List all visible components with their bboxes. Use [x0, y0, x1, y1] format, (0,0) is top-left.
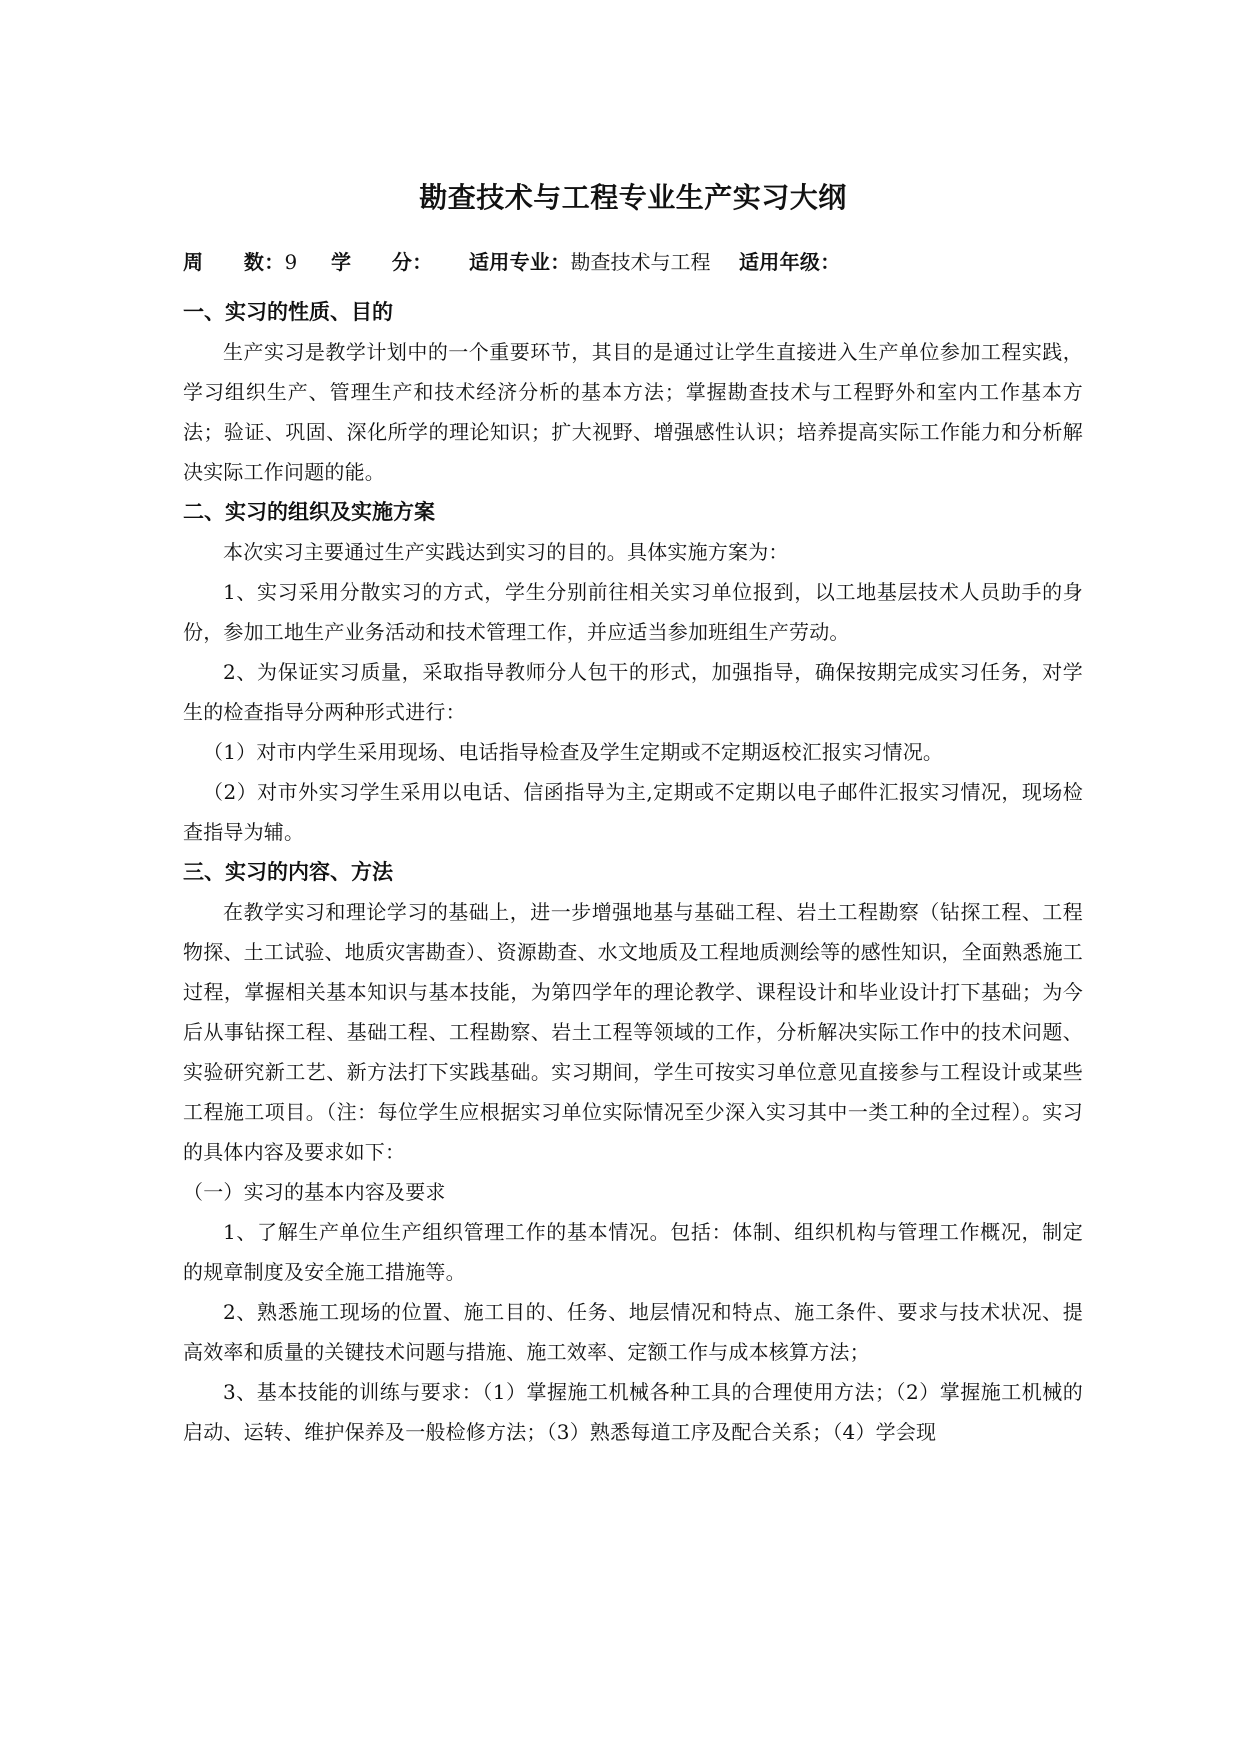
list-item: 2、熟悉施工现场的位置、施工目的、任务、地层情况和特点、施工条件、要求与技术状况、提高效率和质量的关键技术问题与措施、施工效率、定额工作与成本核算方法；: [183, 1300, 1083, 1364]
grade-field: [739, 242, 841, 282]
section-heading-nature-purpose: 一、实习的性质、目的: [183, 300, 393, 324]
subsection-heading: （一）实习的基本内容及要求: [183, 1180, 446, 1204]
sub-list-item: （2）对市外实习学生采用以电话、信函指导为主,定期或不定期以电子邮件汇报实习情况，现场检查指导为辅。: [183, 780, 1083, 844]
weeks-value: 9: [284, 250, 298, 274]
credits-label: 学 分：: [331, 250, 433, 274]
sub-list-item: （1）对市内学生采用现场、电话指导检查及学生定期或不定期返校汇报实习情况。: [203, 740, 944, 764]
document-page: [183, 0, 1083, 1755]
major-field: [469, 242, 711, 282]
course-meta-row: [183, 242, 1083, 282]
major-label: 适用专业：: [469, 250, 571, 274]
weeks-label: 周 数：: [183, 250, 285, 274]
list-item: 1、实习采用分散实习的方式，学生分别前往相关实习单位报到，以工地基层技术人员助手的身份，参加工地生产业务活动和技术管理工作，并应适当参加班组生产劳动。: [183, 580, 1083, 644]
section-heading-organization-plan: 二、实习的组织及实施方案: [183, 500, 435, 524]
credits-field: [331, 242, 433, 282]
paragraph: 生产实习是教学计划中的一个重要环节，其目的是通过让学生直接进入生产单位参加工程实践，学习组织生产、管理生产和技术经济分析的基本方法；掌握勘查技术与工程野外和室内工作基本方法；验证、巩固、深化所学的理论知识；扩大视野、增强感性认识；培养提高实际工作能力和分析解决实际工作问题的能。: [183, 340, 1083, 484]
weeks-field: [183, 242, 297, 282]
list-item: 1、了解生产单位生产组织管理工作的基本情况。包括：体制、组织机构与管理工作概况，制定的规章制度及安全施工措施等。: [183, 1220, 1083, 1284]
list-item: 2、为保证实习质量，采取指导教师分人包干的形式，加强指导，确保按期完成实习任务，对学生的检查指导分两种形式进行：: [183, 660, 1083, 724]
major-value: 勘查技术与工程: [570, 250, 711, 274]
grade-label: 适用年级：: [739, 250, 841, 274]
paragraph: 在教学实习和理论学习的基础上，进一步增强地基与基础工程、岩土工程勘察（钻探工程、工程物探、土工试验、地质灾害勘查）、资源勘查、水文地质及工程地质测绘等的感性知识，全面熟悉施工过程，掌握相关基本知识与基本技能，为第四学年的理论教学、课程设计和毕业设计打下基础；为今后从事钻探工程、基础工程、工程勘察、岩土工程等领域的工作，分析解决实际工作中的技术问题、实验研究新工艺、新方法打下实践基础。实习期间，学生可按实习单位意见直接参与工程设计或某些工程施工项目。（注：每位学生应根据实习单位实际情况至少深入实习其中一类工种的全过程）。实习的具体内容及要求如下：: [183, 900, 1083, 1164]
document-body: [183, 292, 1083, 1452]
paragraph: 本次实习主要通过生产实践达到实习的目的。具体实施方案为：: [223, 540, 789, 564]
document-title: 勘查技术与工程专业生产实习大纲: [419, 181, 847, 214]
section-heading-content-methods: 三、实习的内容、方法: [183, 860, 393, 884]
list-item: 3、基本技能的训练与要求：（1）掌握施工机械各种工具的合理使用方法；（2）掌握施工机械的启动、运转、维护保养及一般检修方法；（3）熟悉每道工序及配合关系；（4）学会现: [183, 1380, 1083, 1444]
